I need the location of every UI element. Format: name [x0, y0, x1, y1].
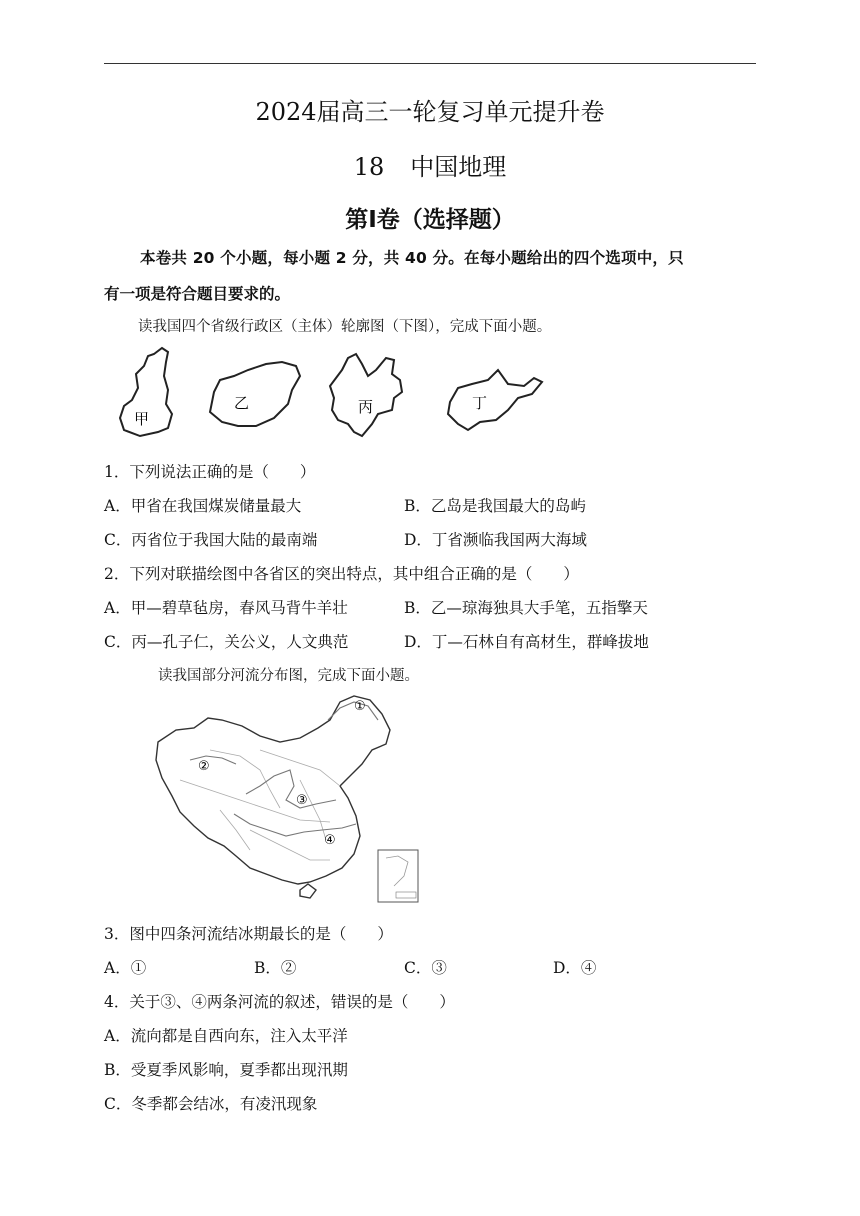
instructions-line-1: 本卷共 20 个小题，每小题 2 分，共 40 分。在每小题给出的四个选项中，只 — [140, 249, 684, 267]
exam-title: 2024届高三一轮复习单元提升卷 — [255, 98, 605, 126]
unit-name: 中国地理 — [410, 153, 507, 181]
q3-option-a[interactable]: A．① — [104, 959, 147, 977]
q4-stem: 4．关于③、④两条河流的叙述，错误的是（ ） — [104, 993, 455, 1011]
instructions-line-2: 有一项是符合题目要求的。 — [104, 285, 291, 303]
province-label-yi: 乙 — [234, 394, 250, 412]
province-yi-outline — [210, 362, 300, 426]
q1-stem: 1．下列说法正确的是（ ） — [104, 463, 316, 481]
section-title: 第Ⅰ卷（选择题） — [345, 207, 515, 233]
q4-option-a[interactable]: A．流向都是自西向东，注入太平洋 — [104, 1027, 348, 1045]
river-3-yellow — [246, 770, 336, 808]
q2-option-b[interactable]: B．乙—琼海独具大手笔，五指擎天 — [404, 599, 648, 617]
river-label-2: ② — [198, 759, 210, 774]
china-outline — [156, 696, 390, 898]
q1-option-c[interactable]: C．丙省位于我国大陆的最南端 — [104, 531, 318, 549]
top-rule — [104, 63, 756, 64]
q2-stem: 2．下列对联描绘图中各省区的突出特点，其中组合正确的是（ ） — [104, 565, 579, 583]
river-label-1: ① — [354, 699, 366, 714]
q2-option-a[interactable]: A．甲—碧草毡房，春风马背牛羊壮 — [104, 599, 348, 617]
q2-option-d[interactable]: D．丁—石林自有高材生，群峰拔地 — [404, 633, 649, 651]
q4-option-c[interactable]: C．冬季都会结冰，有凌汛现象 — [104, 1095, 318, 1113]
q1-option-a[interactable]: A．甲省在我国煤炭储量最大 — [104, 497, 302, 515]
province-bing-outline — [330, 354, 402, 436]
rivers — [190, 702, 378, 836]
q3-option-d[interactable]: D．④ — [553, 959, 597, 977]
river-4-yangtze — [234, 814, 356, 836]
river-label-3: ③ — [296, 793, 308, 808]
province-outlines-figure — [110, 340, 550, 440]
province-label-bing: 丙 — [358, 398, 374, 416]
group2-prompt: 读我国部分河流分布图，完成下面小题。 — [158, 668, 419, 684]
unit-title — [0, 147, 860, 182]
q3-stem: 3．图中四条河流结冰期最长的是（ ） — [104, 925, 393, 943]
q2-option-c[interactable]: C．丙—孔子仁，关公义，人文典范 — [104, 633, 349, 651]
province-ding-outline — [448, 370, 542, 430]
q4-option-b[interactable]: B．受夏季风影响，夏季都出现汛期 — [104, 1061, 348, 1079]
river-2-tarim — [190, 756, 236, 764]
group1-prompt: 读我国四个省级行政区（主体）轮廓图（下图），完成下面小题。 — [138, 319, 552, 335]
south-china-sea-inset — [378, 850, 418, 902]
q1-option-d[interactable]: D．丁省濒临我国两大海域 — [404, 531, 587, 549]
q3-option-c[interactable]: C．③ — [404, 959, 447, 977]
q1-option-b[interactable]: B．乙岛是我国最大的岛屿 — [404, 497, 586, 515]
river-label-4: ④ — [324, 833, 336, 848]
province-label-jia: 甲 — [134, 410, 150, 428]
unit-number: 18 — [353, 153, 385, 181]
province-label-ding: 丁 — [472, 394, 488, 412]
china-river-map — [150, 690, 425, 905]
q3-option-b[interactable]: B．② — [254, 959, 297, 977]
